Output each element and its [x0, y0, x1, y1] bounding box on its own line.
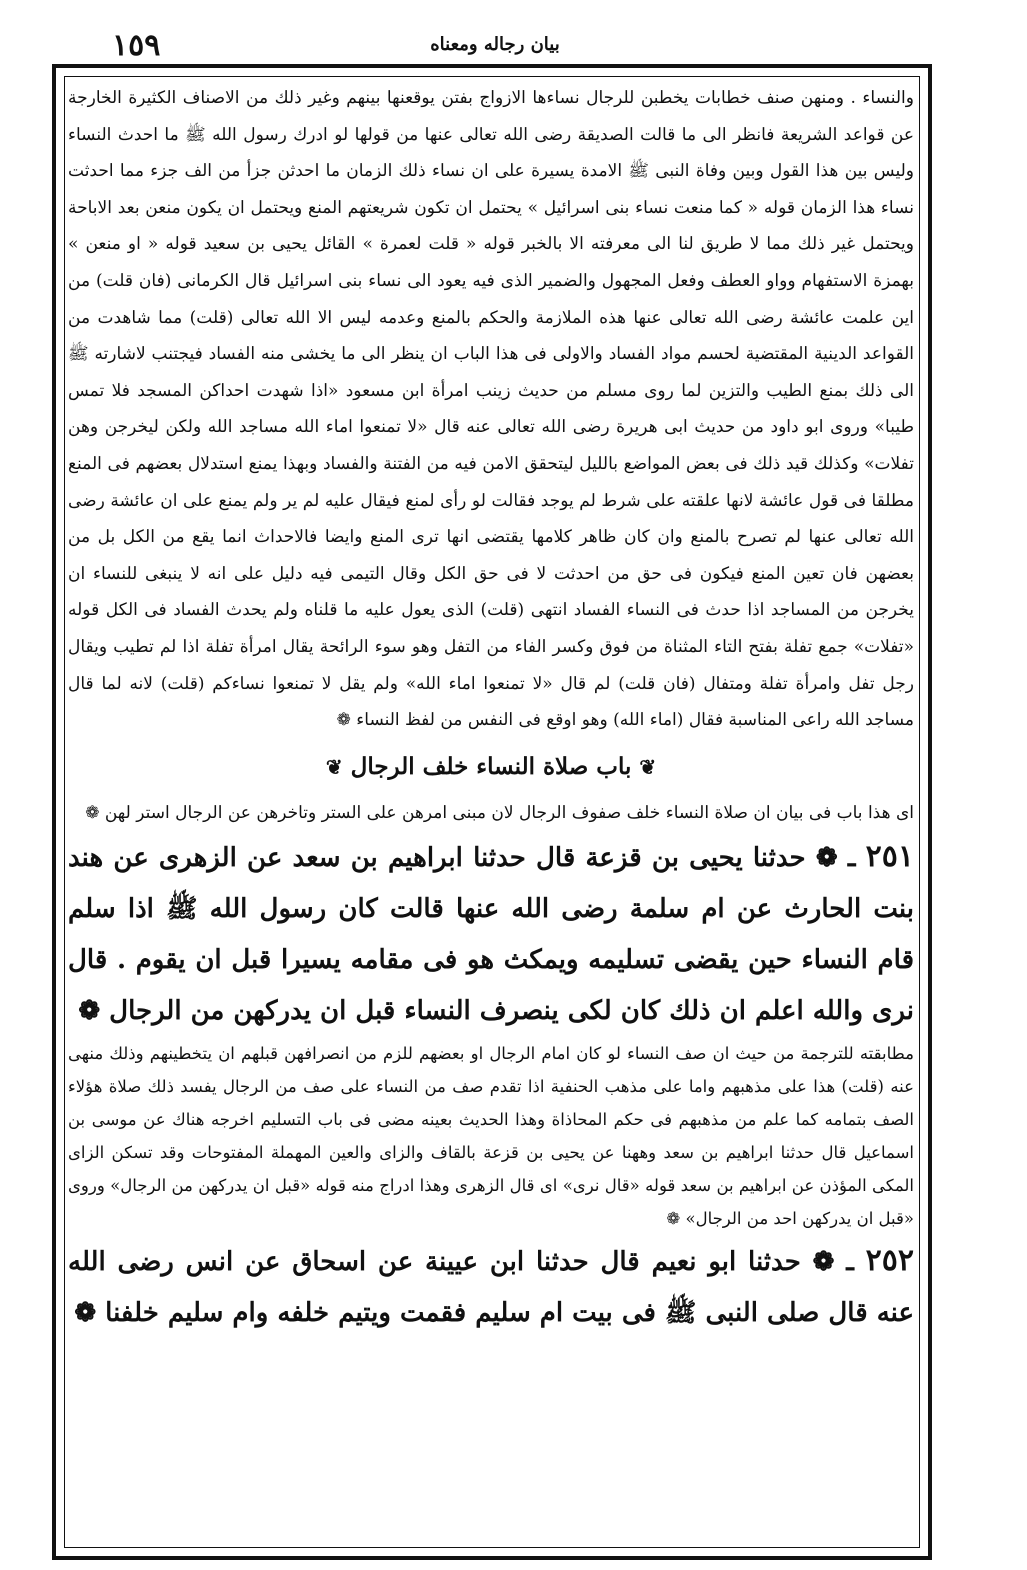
hadith-text-251: ـ ❁ حدثنا يحيى بن قزعة قال حدثنا ابراهيم بن سعد عن الزهرى عن هند بنت الحارث عن ام سلمة رضى الله عنها قالت كان رسول الله ﷺ اذا سلم قام النساء حين يقضى تسليمه ويمكث هو فى مقامه يسيرا قبل ان يقوم . قال نرى والله اعلم ان ذلك كان لكى ينصرف النساء قبل ان يدركهن من الرجال ❁ — [68, 843, 914, 1027]
hadith-number-252: ٢٥٢ — [865, 1243, 914, 1279]
page-number: ١٥٩ — [112, 28, 161, 63]
hadith-251 — [68, 831, 914, 1037]
chapter-heading-text: باب صلاة النساء خلف الرجال — [350, 752, 632, 780]
ornament-right-icon: ❦ — [639, 754, 657, 779]
ornament-left-icon: ❦ — [325, 754, 343, 779]
hadith-number-251: ٢٥١ — [865, 839, 914, 875]
chapter-heading — [68, 739, 914, 795]
running-title: بيان رجاله ومعناه — [430, 34, 560, 55]
page-header — [50, 24, 940, 63]
commentary-paragraph-1: والنساء . ومنهن صنف خطابات يخطبن للرجال نساءها الازواج بفتن يوقعنها بينهم وغير ذلك من الاصناف الكثيرة الخارجة عن قواعد الشريعة فانظر الى ما قالت الصديقة رضى الله تعالى عنها من قولها لو ادرك رسول الله ﷺ ما احدث النساء وليس بين هذا القول وبين وفاة النبى ﷺ الامدة يسيرة على ان نساء ذلك الزمان ما احدثن جزأ من الف جزء مما احدثت نساء هذا الزمان قوله « كما منعت نساء بنى اسرائيل » يحتمل ان تكون شريعتهم المنع ويحتمل ان يكون منعن بعد الاباحة ويحتمل غير ذلك مما لا طريق لنا الى معرفته الا بالخبر قوله « قلت لعمرة » القائل يحيى بن سعيد قوله « او منعن » بهمزة الاستفهام وواو العطف وفعل المجهول والضمير الذى فيه يعود الى نساء بنى اسرائيل قال الكرمانى (فان قلت) من اين علمت عائشة رضى الله تعالى عنها هذه الملازمة والحكم بالمنع وعدمه ليس الا الله تعالى (قلت) مما شاهدت من القواعد الدينية المقتضية لحسم مواد الفساد والاولى فى هذا الباب ان ينظر الى ما يخشى منه الفساد فيجتنب لاشارته ﷺ الى ذلك بمنع الطيب والتزين لما روى مسلم من حديث زينب امرأة ابن مسعود «اذا شهدت احداكن المسجد فلا تمس طيبا» وروى ابو داود من حديث ابى هريرة رضى الله تعالى عنه قال «لا تمنعوا اماء الله مساجد الله ولكن ليخرجن وهن تفلات» وكذلك قيد ذلك فى بعض المواضع بالليل ليتحقق الامن فيه من الفتنة والفساد وبهذا يمنع استدلال بعضهم فى المنع مطلقا فى قول عائشة لانها علقته على شرط لم يوجد فقالت لو رأى لمنع فيقال عليه لم ير ولم يمنع على ان عائشة رضى الله تعالى عنها لم تصرح بالمنع وان كان ظاهر كلامها يقتضى انها ترى المنع وايضا فالاحداث انما يقع من الكل بل من بعضهن فان تعين المنع فيكون فى حق من احدثت لا فى حق الكل وقال التيمى فيه دليل على انه لا ينبغى للنساء ان يخرجن من المساجد اذا حدث فى النساء الفساد انتهى (قلت) الذى يعول عليه ما قلناه ولم يحدث الفساد فى الكل قوله «تفلات» جمع تفلة بفتح التاء المثناة من فوق وكسر الفاء من التفل وهو سوء الرائحة يقال امرأة تفلة اذا لم تطيب ويقال رجل تفل وامرأة تفلة ومتفال (فان قلت) لم قال «لا تمنعوا اماء الله» ولم يقل لا تمنعوا نساءكم (قلت) لانه لما قال مساجد الله راعى المناسبة فقال (اماء الله) وهو اوقع فى النفس من لفظ النساء ❁ — [68, 88, 914, 731]
commentary-paragraph-3: مطابقته للترجمة من حيث ان صف النساء لو كان امام الرجال او بعضهم للزم من انصرافهن قبلهم ان يتخطينهم وذلك منهى عنه (قلت) هذا على مذهبهم واما على مذهب الحنفية اذا تقدم صف من النساء على صف من الرجال يفسد ذلك صلاة هؤلاء الصف بتمامه كما علم من مذهبهم فى حكم المحاذاة وهذا الحديث بعينه مضى فى باب التسليم اخرجه هناك عن موسى بن اسماعيل قال حدثنا ابراهيم بن سعد وههنا عن يحيى بن قزعة بالقاف والزاى والعين المهملة المفتوحات وقد تسكن الزاى المكى المؤذن عن ابراهيم بن سعد قوله «قال نرى» اى قال الزهرى وهذا ادراج منه قوله «قبل ان يدركهن من الرجال» وروى «قبل ان يدركهن احد من الرجال» ❁ — [68, 1044, 914, 1229]
hadith-252 — [68, 1235, 914, 1339]
commentary-paragraph-2: اى هذا باب فى بيان ان صلاة النساء خلف صفوف الرجال لان مبنى امرهن على الستر وتاخرهن عن الرجال استر لهن ❁ — [85, 802, 914, 823]
page-content — [68, 80, 914, 1550]
hadith-text-252: ـ ❁ حدثنا ابو نعيم قال حدثنا ابن عيينة عن اسحاق عن انس رضى الله عنه قال صلى النبى ﷺ فى بيت ام سليم فقمت ويتيم خلفه وام سليم خلفنا ❁ — [68, 1247, 914, 1329]
